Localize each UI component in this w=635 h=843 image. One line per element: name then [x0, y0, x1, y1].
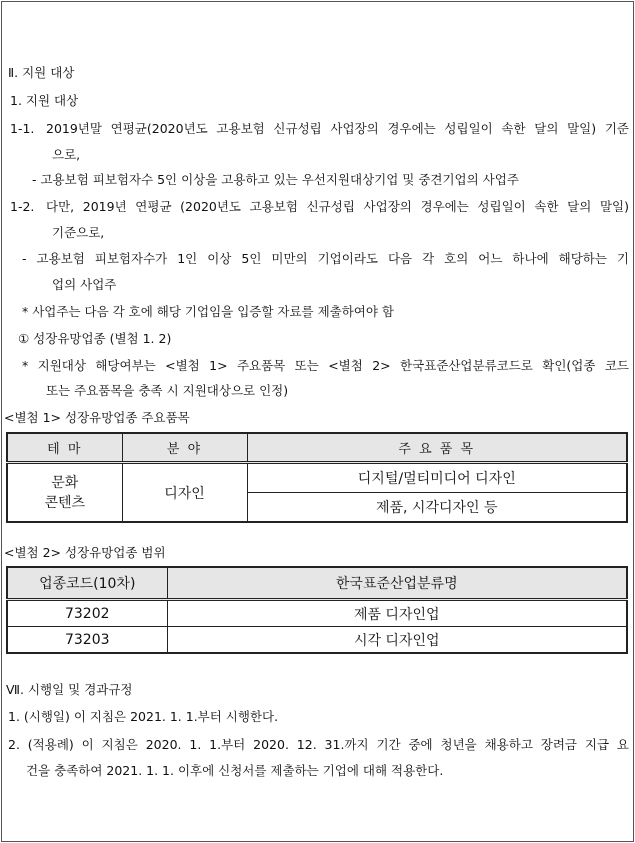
column-header: 주 요 품 목 [247, 433, 627, 463]
numbered-item: ① 성장유망업종 (별첨 1. 2) [18, 331, 172, 346]
numbered-item: 1. (시행일) 이 지침은 2021. 1. 1.부터 시행한다. [8, 709, 279, 724]
table-header-row [7, 567, 627, 600]
paragraph-number: 1-1. [10, 121, 35, 136]
paragraph-number: 1-2. [10, 199, 35, 214]
table-row [7, 627, 627, 654]
annex2-table [6, 566, 628, 654]
column-header: 한국표준산업분류명 [167, 567, 627, 600]
name-cell: 제품 디자인업 [167, 600, 627, 627]
numbered-item-continued: 건을 충족하여 2021. 1. 1. 이후에 신청서를 제출하는 기업에 대해 적용한다. [26, 763, 444, 778]
item-cell: 디지털/멀티미디어 디자인 [247, 463, 627, 493]
dash-item-continued: 업의 사업주 [52, 277, 117, 292]
section-heading: Ⅶ. 시행일 및 경과규정 [6, 682, 133, 697]
paragraph-text: 다만, 2019년 연평균 (2020년도 고용보험 신규성립 사업장의 경우에는 성립일이 속한 달의 말일) [46, 199, 629, 214]
item-cell: 제품, 시각디자인 등 [247, 493, 627, 523]
paragraph-text: 으로, [52, 147, 81, 162]
numbered-item: 2. (적용례) 이 지침은 2020. 1. 1.부터 2020. 12. 31.까지 기간 중에 청년을 채용하고 장려금 지급 요 [8, 737, 629, 752]
column-header: 테 마 [7, 433, 122, 463]
paragraph-text: 기준으로, [52, 225, 105, 240]
subsection-heading: 1. 지원 대상 [10, 93, 79, 108]
code-cell: 73203 [7, 627, 167, 654]
table-row [7, 463, 627, 493]
table-header-row [7, 433, 627, 463]
name-cell: 시각 디자인업 [167, 627, 627, 654]
annex2-title: <별첨 2> 성장유망업종 범위 [4, 545, 166, 560]
table-row [7, 600, 627, 627]
theme-cell [7, 463, 122, 523]
field-cell: 디자인 [122, 463, 247, 523]
asterisk-note: * 사업주는 다음 각 호에 해당 기업임을 입증할 자료를 제출하여야 함 [22, 304, 395, 319]
theme-label: 문화 콘텐츠 [44, 474, 86, 511]
paragraph-text: 2019년말 연평균(2020년도 고용보험 신규성립 사업장의 경우에는 성립일이 속한 달의 말일) 기준 [46, 121, 629, 136]
section-heading: Ⅱ. 지원 대상 [8, 65, 75, 80]
dash-item: - 고용보험 피보험자수 5인 이상을 고용하고 있는 우선지원대상기업 및 중견기업의 사업주 [32, 172, 519, 187]
column-header: 업종코드(10차) [7, 567, 167, 600]
asterisk-note-continued: 또는 주요품목을 충족 시 지원대상으로 인정) [46, 383, 289, 398]
code-cell: 73202 [7, 600, 167, 627]
annex1-title: <별첨 1> 성장유망업종 주요품목 [4, 410, 190, 425]
column-header: 분 야 [122, 433, 247, 463]
asterisk-note: * 지원대상 해당여부는 <별첨 1> 주요품목 또는 <별첨 2> 한국표준산업분류코드로 확인(업종 코드 [22, 358, 629, 373]
annex1-table [6, 432, 628, 523]
dash-item: - 고용보험 피보험자수가 1인 이상 5인 미만의 기업이라도 다음 각 호의 어느 하나에 해당하는 기 [22, 251, 629, 266]
